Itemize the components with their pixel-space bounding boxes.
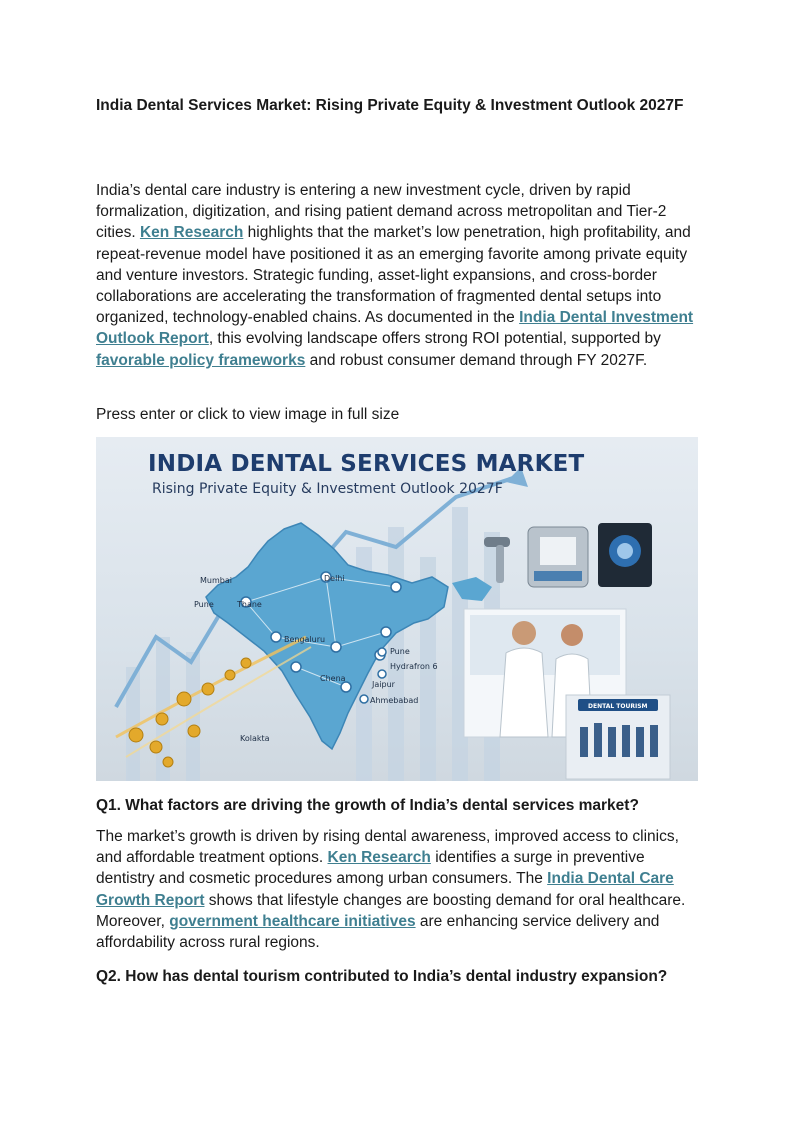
answer-1-paragraph [96, 826, 702, 953]
dental-care-growth-report-link[interactable]: India Dental Care Growth Report [96, 870, 674, 909]
policy-frameworks-link[interactable]: favorable policy frameworks [96, 351, 306, 369]
question-1-heading: Q1. What factors are driving the growth of India’s dental services market? [96, 797, 639, 814]
city-label-ahmedabad: Ahmebabad [370, 696, 419, 705]
image-caption: Press enter or click to view image in full size [96, 406, 400, 423]
answer-1-text-2: identifies a surge in preventive dentistry and cosmetic procedures among urban consumers. The [96, 849, 645, 888]
dental-tourism-banner: DENTAL TOURISM [588, 703, 648, 710]
intro-text-2: highlights that the market’s low penetration, high profitability, and repeat-revenue model have positioned it as an emerging favorite among private equity and venture investors. Strategic funding, asset-light expansions, and cross-border collaborations are accelerating the transformation of fragmented dental setups into organized, technology-enabled chains. As documented in the [96, 224, 691, 327]
dental-milling-machine-icon [528, 527, 588, 587]
answer-1-text-3: shows that lifestyle changes are boosting demand for oral healthcare. Moreover, [96, 891, 686, 930]
intro-text-1: India’s dental care industry is entering a new investment cycle, driven by rapid formalization, digitization, and rising patient demand across metropolitan and Tier-2 cities. [96, 182, 667, 242]
ken-research-link-2[interactable]: Ken Research [327, 849, 431, 867]
answer-1-text-1: The market’s growth is driven by rising dental awareness, improved access to clinics, and affordable treatment options. [96, 828, 679, 867]
intro-text-4: and robust consumer demand through FY 2027F. [305, 351, 648, 369]
city-label-thane: Thane [237, 600, 262, 609]
infographic-title: INDIA DENTAL SERVICES MARKET [148, 451, 585, 477]
intro-paragraph [96, 180, 702, 371]
city-label-kolkata: Kolakta [240, 734, 270, 743]
city-label-delhi: Delhi [324, 574, 345, 583]
dental-3d-printer-icon [598, 523, 652, 587]
article-title: India Dental Services Market: Rising Private Equity & Investment Outlook 2027F [96, 97, 684, 114]
healthcare-initiatives-link[interactable]: government healthcare initiatives [169, 912, 416, 930]
city-label-pune-east: Pune [390, 647, 410, 656]
intro-text-3: , this evolving landscape offers strong ROI potential, supported by [208, 330, 661, 348]
question-2-heading: Q2. How has dental tourism contributed to India’s dental industry expansion? [96, 968, 668, 985]
city-label-bengaluru: Bengaluru [284, 635, 326, 644]
city-label-mumbai: Mumbai [200, 576, 232, 585]
market-infographic[interactable] [96, 437, 698, 781]
answer-1-text-4: are enhancing service delivery and affordability across rural regions. [96, 912, 660, 952]
city-label-jaipur: Jaipur [372, 680, 395, 689]
india-map [206, 523, 448, 749]
city-label-hyderabad: Hydrafron 6 [390, 662, 438, 671]
ken-research-link[interactable]: Ken Research [139, 224, 244, 242]
dental-tourism-card [566, 695, 670, 779]
infographic-subtitle: Rising Private Equity & Investment Outlook 2027F [152, 481, 503, 497]
investment-outlook-report-link[interactable]: India Dental Investment Outlook Report [96, 309, 694, 348]
city-label-pune-west: Pune [194, 600, 214, 609]
city-label-chena: Chena [320, 674, 346, 683]
